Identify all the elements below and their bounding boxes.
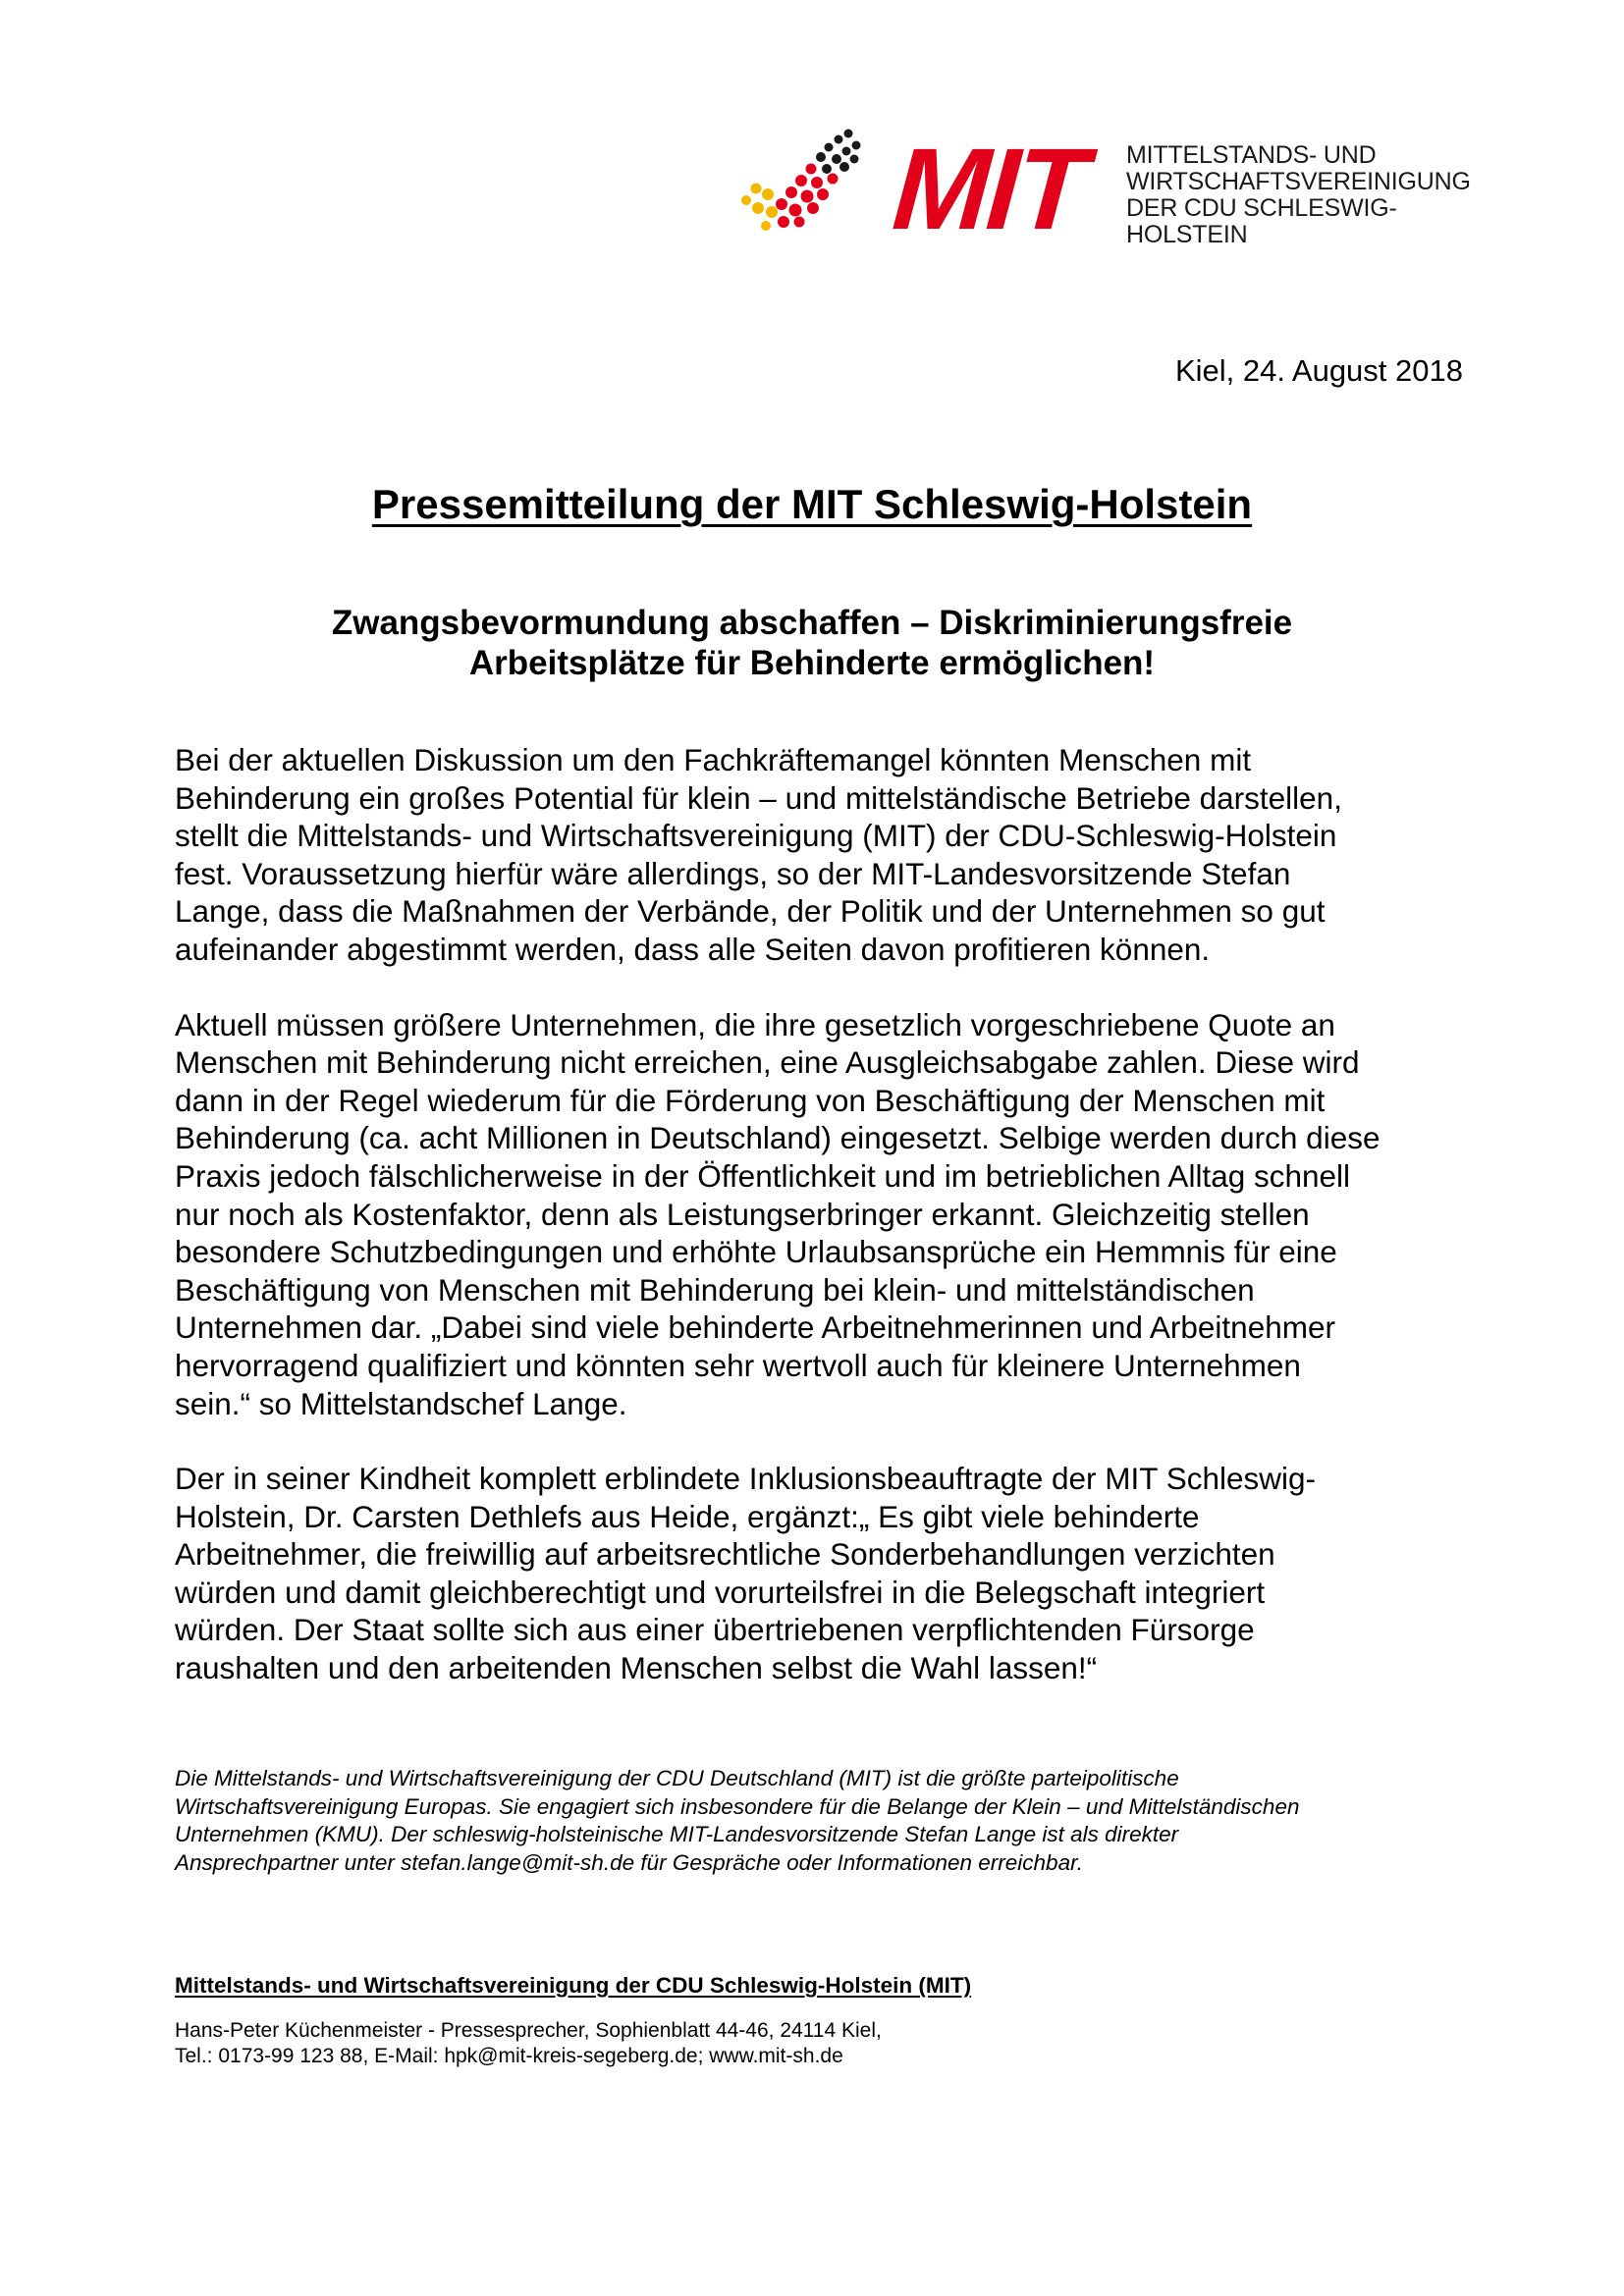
logo-dot [762, 188, 774, 200]
logo-dot [778, 216, 789, 228]
logo-dot [839, 162, 849, 172]
paragraph-line: besondere Schutzbedingungen und erhöhte Urlaubsansprüche ein Hemmnis für eine [175, 1234, 1337, 1270]
logo-dot [850, 155, 859, 164]
logo-dot [789, 204, 802, 217]
note-line: Die Mittelstands- und Wirtschaftsvereinigung der CDU Deutschland (MIT) ist die größte parteipolitische [175, 1766, 1179, 1790]
page-title: Pressemitteilung der MIT Schleswig-Holstein [371, 481, 1253, 527]
logo-dot [842, 147, 851, 156]
paragraph-line: aufeinander abgestimmt werden, dass alle Seiten davon profitieren können. [175, 931, 1211, 967]
paragraph-line: Behinderung ein großes Potential für klein – und mittelständische Betriebe darstellen, [175, 779, 1342, 816]
logo-dot [807, 202, 819, 214]
paragraph-line: Menschen mit Behinderung nicht erreichen, eine Ausgleichsabgabe zahlen. Diese wird [175, 1044, 1360, 1081]
paragraph-line: Beschäftigung von Menschen mit Behinderung bei klein- und mittelständischen [175, 1271, 1255, 1308]
logo-dot [822, 164, 832, 174]
paragraph-line: stellt die Mittelstands- und Wirtschaftsvereinigung (MIT) der CDU-Schleswig-Holstein [175, 818, 1337, 854]
press-release-body [175, 741, 1461, 1725]
logo-dot [844, 130, 853, 138]
logo-dot [817, 188, 829, 200]
footer-contact-line: Hans-Peter Küchenmeister - Pressesprecher, Sophienblatt 44-46, 24114 Kiel, [175, 2019, 882, 2042]
paragraph-line: sein.“ so Mittelstandschef Lange. [175, 1385, 627, 1421]
logo-dot [828, 174, 839, 185]
organization-note [175, 1765, 1471, 1877]
paragraph-line: fest. Voraussetzung hierfür wäre allerdings, so der MIT-Landesvorsitzende Stefan [175, 855, 1291, 891]
paragraph-line: Der in seiner Kindheit komplett erblindete Inklusionsbeauftragte der MIT Schleswig- [175, 1461, 1317, 1497]
body-paragraph [175, 1460, 1461, 1687]
paragraph-line: Lange, dass die Maßnahmen der Verbände, der Politik und der Unternehmen so gut [175, 893, 1326, 930]
document-date: Kiel, 24. August 2018 [1174, 353, 1463, 388]
subtitle-line: Zwangsbevormundung abschaffen – Diskriminierungsfreie [331, 604, 1293, 642]
logo-dot [832, 154, 841, 164]
note-line: Unternehmen (KMU). Der schleswig-holsteinische MIT-Landesvorsitzende Stefan Lange ist als direkter [175, 1822, 1179, 1846]
footer-contact [175, 2018, 882, 2069]
logo-dot [852, 141, 861, 150]
logo-dot [825, 143, 834, 152]
logo-dot [795, 175, 807, 187]
logo-dot [816, 152, 826, 162]
logo-dot [741, 195, 751, 205]
logo-dot [751, 184, 762, 194]
note-line: Ansprechpartner unter stefan.lange@mit-sh.de für Gespräche oder Informationen erreichbar. [175, 1849, 1083, 1875]
paragraph-line: würden und damit gleichberechtigt und vorurteilsfrei in die Belegschaft integriert [175, 1574, 1266, 1610]
logo-line: DER CDU SCHLESWIG-HOLSTEIN [1126, 194, 1397, 248]
paragraph-line: Aktuell müssen größere Unternehmen, die ihre gesetzlich vorgeschriebene Quote an [175, 1006, 1335, 1042]
logo-dot [752, 202, 764, 214]
logo-dot [794, 217, 805, 228]
logo-dot [811, 177, 823, 188]
logo-wordmark: MIT [889, 125, 1089, 254]
note-line: Wirtschaftsvereinigung Europas. Sie engagiert sich insbesondere für die Belange der Klein – und Mittelständischen [175, 1793, 1300, 1819]
page-subtitle [0, 603, 1624, 683]
logo-dot [766, 206, 778, 218]
paragraph-line: Unternehmen dar. „Dabei sind viele behinderte Arbeitnehmerinnen und Arbeitnehmer [175, 1309, 1335, 1346]
body-paragraph [175, 741, 1461, 969]
subtitle-line: Arbeitsplätze für Behinderte ermöglichen! [468, 644, 1156, 682]
paragraph-line: nur noch als Kostenfaktor, denn als Leistungserbringer erkannt. Gleichzeitig stellen [175, 1196, 1310, 1232]
paragraph-line: raushalten und den arbeitenden Menschen selbst die Wahl lassen!“ [175, 1650, 1098, 1686]
footer-organization-title: Mittelstands- und Wirtschaftsvereinigung der CDU Schleswig-Holstein (MIT) [175, 1973, 972, 1998]
paragraph-line: Arbeitnehmer, die freiwillig auf arbeitsrechtliche Sonderbehandlungen verzichten [175, 1536, 1275, 1573]
paragraph-line: Praxis jedoch fälschlicherweise in der Öffentlichkeit und im betrieblichen Alltag schnell [175, 1157, 1351, 1194]
paragraph-line: Bei der aktuellen Diskussion um den Fachkräftemangel könnten Menschen mit [175, 742, 1252, 777]
logo-dot [785, 187, 797, 198]
logo-dot [835, 135, 843, 144]
logo-line: MITTELSTANDS- UND [1126, 141, 1377, 169]
dot-swoosh-logo-icon [738, 126, 866, 234]
body-paragraph [175, 1006, 1461, 1423]
footer-contact-line: Tel.: 0173-99 123 88, E-Mail: hpk@mit-kreis-segeberg.de; www.mit-sh.de [175, 2045, 843, 2067]
paragraph-line: Holstein, Dr. Carsten Dethlefs aus Heide, ergänzt:„ Es gibt viele behinderte [175, 1498, 1200, 1534]
mit-logo [738, 125, 1471, 254]
paragraph-line: hervorragend qualifiziert und könnten sehr wertvoll auch für kleinere Unternehmen [175, 1347, 1301, 1383]
logo-line: WIRTSCHAFTSVEREINIGUNG [1126, 168, 1471, 195]
logo-dot [761, 221, 771, 231]
logo-dot [801, 190, 814, 203]
logo-organization-name [1126, 142, 1471, 248]
paragraph-line: Behinderung (ca. acht Millionen in Deutschland) eingesetzt. Selbige werden durch diese [175, 1120, 1380, 1156]
paragraph-line: würden. Der Staat sollte sich aus einer übertriebenen verpflichtenden Fürsorge [175, 1612, 1255, 1648]
paragraph-line: dann in der Regel wiederum für die Förderung von Beschäftigung der Menschen mit [175, 1082, 1326, 1118]
logo-dot [776, 198, 787, 210]
logo-dot [806, 164, 817, 175]
